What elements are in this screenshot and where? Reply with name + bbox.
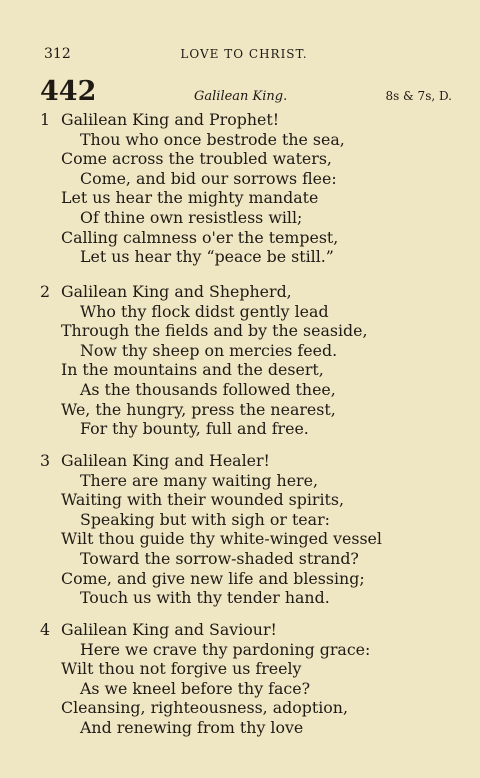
verse-line: Cleansing, righteousness, adoption,: [61, 698, 348, 718]
verse-line: Come across the troubled waters,: [61, 149, 332, 169]
verse-line: In the mountains and the desert,: [61, 360, 324, 380]
verse-line: Wilt thou guide thy white-winged vessel: [61, 529, 382, 549]
verse-line: Toward the sorrow-shaded strand?: [80, 548, 359, 568]
verse-line: There are many waiting here,: [80, 470, 318, 490]
verse-3: [40, 451, 460, 608]
verse-line: Speaking but with sigh or tear:: [80, 509, 330, 529]
tune-name: Galilean King.: [194, 89, 288, 104]
verse-line: Of thine own resistless will;: [80, 207, 303, 227]
verse-line: 4 Galilean King and Saviour!: [40, 620, 277, 639]
verse-line: Now thy sheep on mercies feed.: [80, 340, 338, 360]
verse-number: 1: [40, 110, 51, 129]
verse-line: Come, and give new life and blessing;: [61, 568, 365, 588]
section-title: LOVE TO CHRIST.: [180, 47, 308, 61]
verse-4: [40, 620, 460, 738]
running-head: [44, 46, 444, 66]
verse-line: Let us hear the mighty mandate: [61, 188, 319, 208]
meter: 8s & 7s, D.: [385, 89, 452, 103]
verse-line: 3 Galilean King and Healer!: [40, 451, 270, 470]
verse-number: 4: [40, 620, 51, 639]
verse-line: Thou who once bestrode the sea,: [80, 129, 345, 149]
hymn-number: 442: [40, 76, 97, 107]
verse-number: 3: [40, 451, 51, 470]
verse-line: Waiting with their wounded spirits,: [61, 490, 344, 510]
verse-line: 2 Galilean King and Shepherd,: [40, 282, 292, 301]
verse-1: [40, 110, 460, 267]
verse-line: Through the fields and by the seaside,: [61, 321, 368, 341]
verse-line: Touch us with thy tender hand.: [80, 588, 330, 608]
verse-2: [40, 282, 460, 439]
verse-number: 2: [40, 282, 51, 301]
hymn-header: [40, 76, 458, 110]
verse-line: As we kneel before thy face?: [80, 678, 311, 698]
verse-line: And renewing from thy love: [80, 717, 304, 737]
verse-line: Let us hear thy “peace be still.”: [80, 247, 334, 267]
verse-line: Calling calmness o'er the tempest,: [61, 227, 339, 247]
verse-line: 1 Galilean King and Prophet!: [40, 110, 280, 129]
page-number: 312: [44, 46, 71, 62]
verse-line: Here we crave thy pardoning grace:: [80, 639, 371, 659]
verse-line: We, the hungry, press the nearest,: [61, 399, 336, 419]
verse-line: Who thy flock didst gently lead: [80, 301, 329, 321]
verse-line: Wilt thou not forgive us freely: [61, 659, 302, 679]
verse-line: Come, and bid our sorrows flee:: [80, 168, 337, 188]
verse-line: As the thousands followed thee,: [80, 379, 336, 399]
verse-line: For thy bounty, full and free.: [80, 419, 309, 439]
